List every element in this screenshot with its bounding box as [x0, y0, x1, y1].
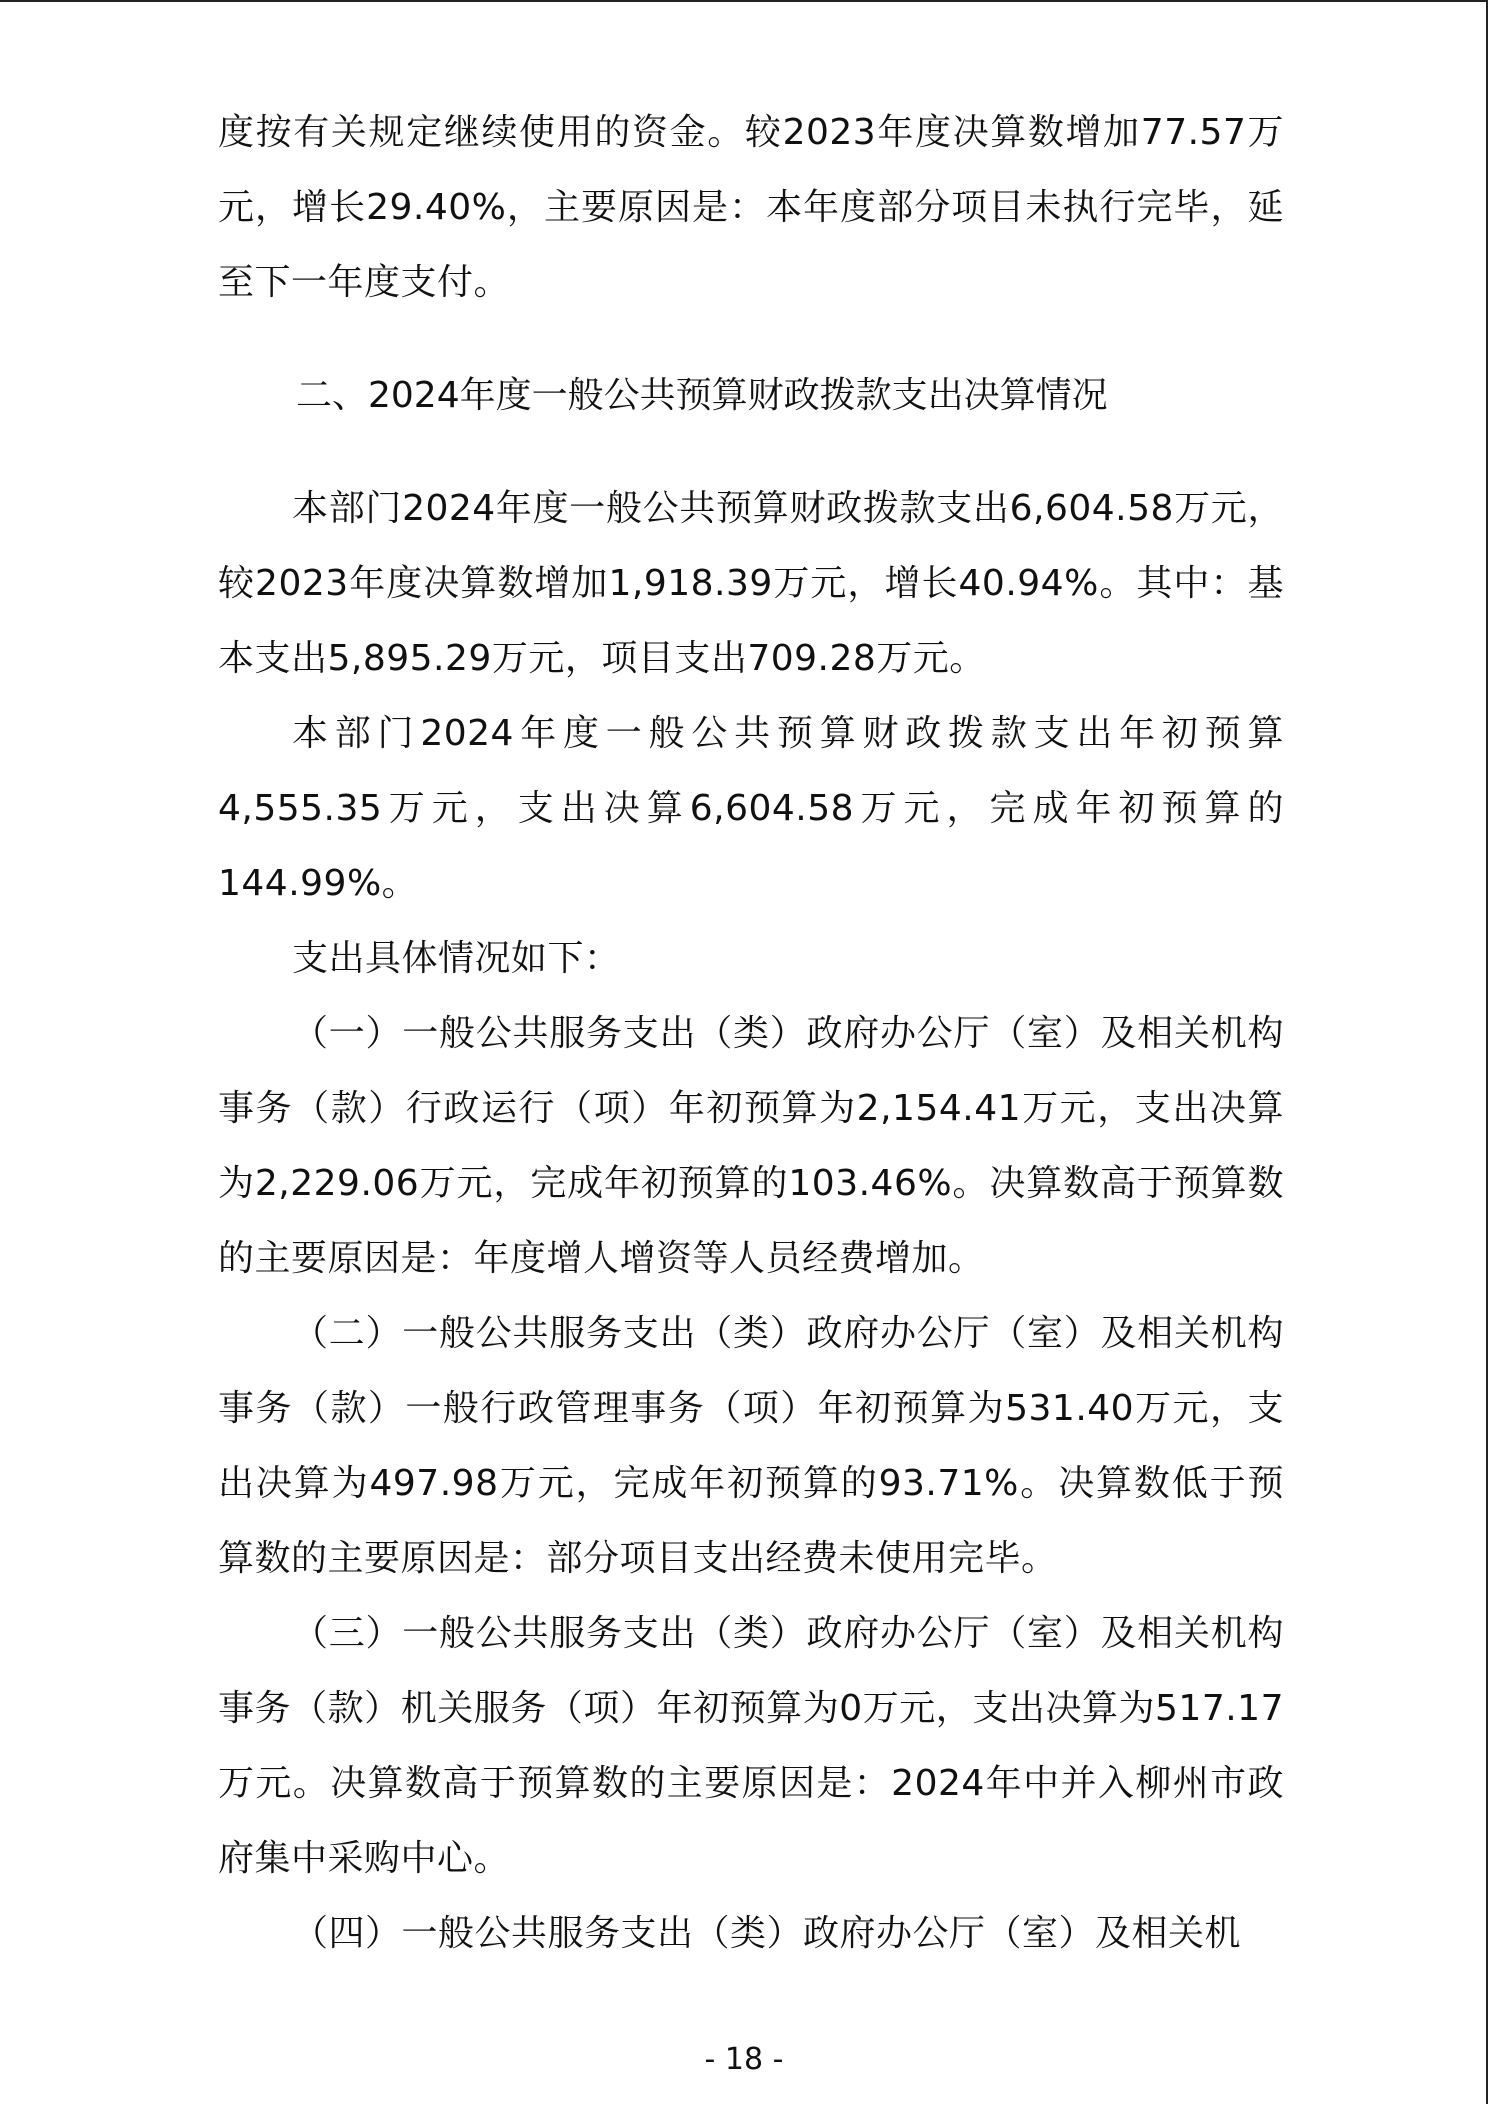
paragraph-item-4: （四）一般公共服务支出（类）政府办公厅（室）及相关机	[292, 1913, 1242, 1954]
page-number: - 18 -	[704, 2042, 784, 2077]
section-heading: 二、2024年度一般公共预算财政拨款支出决算情况	[296, 375, 1108, 416]
paragraph-item-3: （三）一般公共服务支出（类）政府办公厅（室）及相关机构事务（款）机关服务（项）年初预算为0万元，支出决算为517.17万元。决算数高于预算数的主要原因是：2024年中并入柳州市政府集中采购中心。	[218, 1613, 1284, 1879]
paragraph-item-2: （二）一般公共服务支出（类）政府办公厅（室）及相关机构事务（款）一般行政管理事务（项）年初预算为531.40万元，支出决算为497.98万元，完成年初预算的93.71%。决算数低于预算数的主要原因是：部分项目支出经费未使用完毕。	[218, 1313, 1284, 1579]
paragraph-carryover: 度按有关规定继续使用的资金。较2023年度决算数增加77.57万元，增长29.40%，主要原因是：本年度部分项目未执行完毕，延至下一年度支付。	[218, 112, 1284, 303]
paragraph-budget-completion: 本部门2024年度一般公共预算财政拨款支出年初预算4,555.35万元，支出决算6,604.58万元，完成年初预算的144.99%。	[218, 713, 1284, 904]
page-top-border	[0, 0, 1488, 2]
paragraph-total-expenditure: 本部门2024年度一般公共预算财政拨款支出6,604.58万元，较2023年度决算数增加1,918.39万元，增长40.94%。其中：基本支出5,895.29万元，项目支出709.28万元。	[218, 488, 1284, 679]
document-body	[218, 95, 1284, 1971]
spacer	[218, 320, 1284, 358]
paragraph-details-intro: 支出具体情况如下：	[292, 938, 621, 979]
paragraph-item-1: （一）一般公共服务支出（类）政府办公厅（室）及相关机构事务（款）行政运行（项）年初预算为2,154.41万元，支出决算为2,229.06万元，完成年初预算的103.46%。决算数高于预算数的主要原因是：年度增人增资等人员经费增加。	[218, 1013, 1284, 1279]
spacer	[218, 433, 1284, 471]
